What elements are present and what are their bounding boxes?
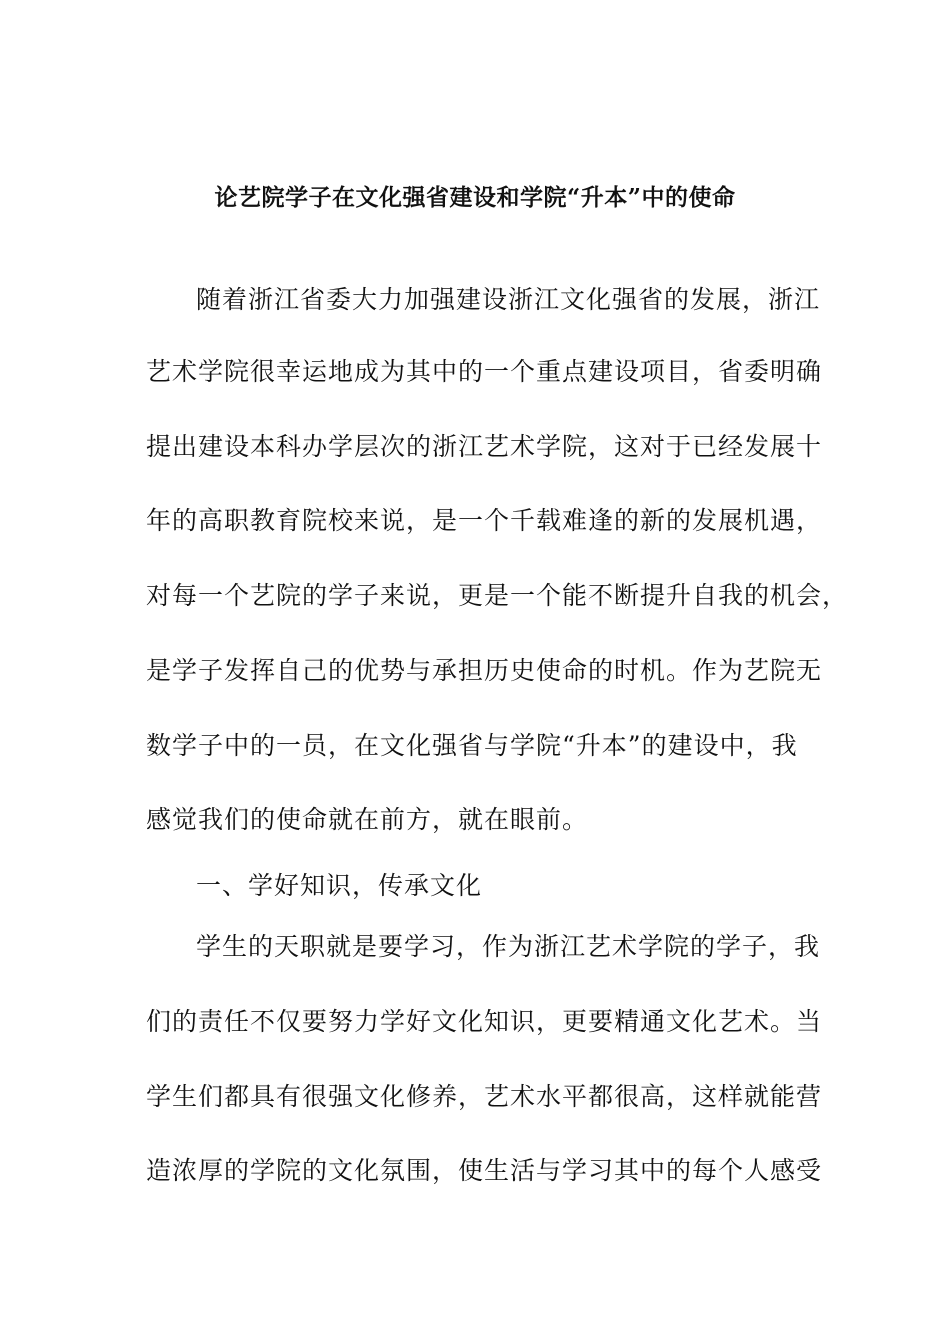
paragraph-line: 造浓厚的学院的文化氛围，使生活与学习其中的每个人感受	[146, 1156, 823, 1185]
paragraph-line: 感觉我们的使命就在前方，就在眼前。	[146, 805, 589, 834]
document-title: 论艺院学子在文化强省建设和学院“升本”中的使命	[214, 184, 736, 211]
paragraph-line: 艺术学院很幸运地成为其中的一个重点建设项目，省委明确	[146, 357, 823, 386]
paragraph-line: 提出建设本科办学层次的浙江艺术学院，这对于已经发展十	[146, 432, 823, 461]
paragraph-line: 学生的天职就是要学习，作为浙江艺术学院的学子，我	[196, 932, 821, 961]
paragraph-line: 对每一个艺院的学子来说，更是一个能不断提升自我的机会，	[146, 581, 849, 610]
paragraph-line: 年的高职教育院校来说，是一个千载难逢的新的发展机遇，	[146, 506, 823, 535]
paragraph-line: 学生们都具有很强文化修养，艺术水平都很高，这样就能营	[146, 1082, 823, 1111]
section-heading: 一、学好知识，传承文化	[196, 871, 483, 900]
paragraph-line: 数学子中的一员，在文化强省与学院“升本”的建设中，我	[146, 731, 798, 760]
paragraph-line: 随着浙江省委大力加强建设浙江文化强省的发展，浙江	[196, 285, 821, 314]
paragraph-line: 是学子发挥自己的优势与承担历史使命的时机。作为艺院无	[146, 656, 823, 685]
paragraph-line: 们的责任不仅要努力学好文化知识，更要精通文化艺术。当	[146, 1007, 823, 1036]
